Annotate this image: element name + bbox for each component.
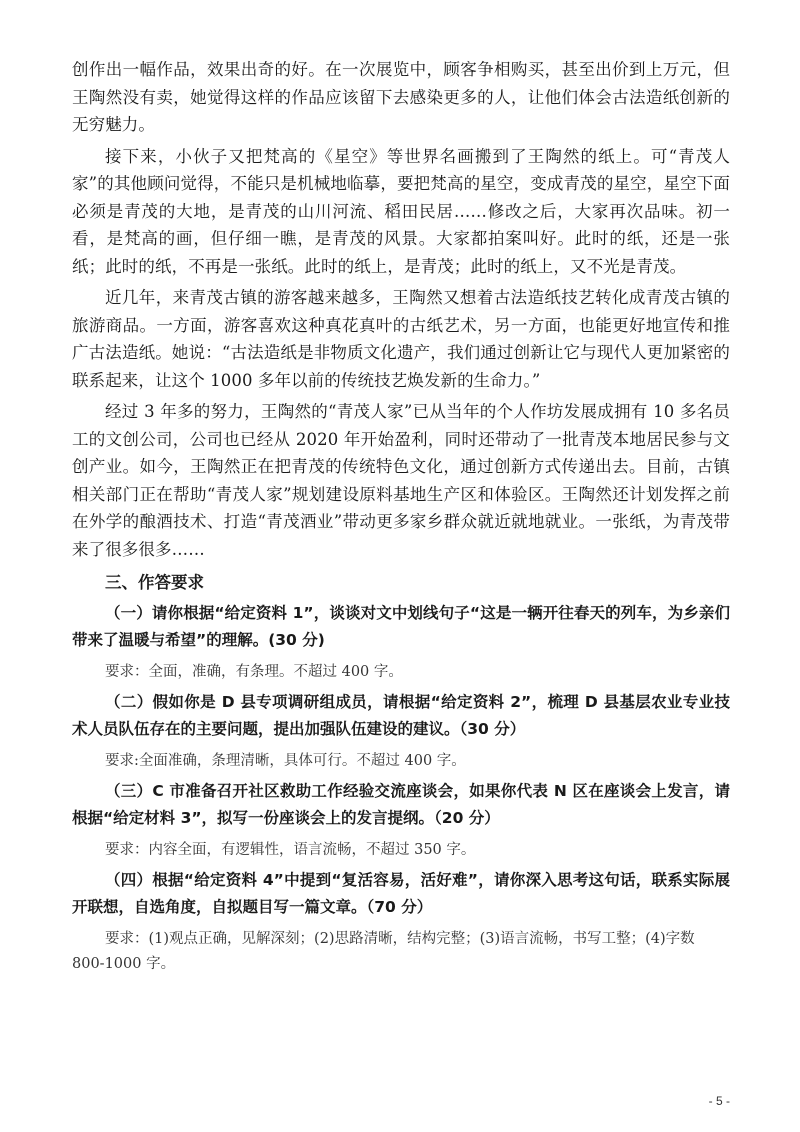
question-3: （三）C 市准备召开社区救助工作经验交流座谈会，如果你代表 N 区在座谈会上发言，请根据“给定材料 3”，拟写一份座谈会上的发言提纲。（20 分）	[72, 782, 730, 827]
question-1: （一）请你根据“给定资料 1”，谈谈对文中划线句子“这是一辆开往春天的列车，为乡亲们带来了温暖与希望”的理解。(30 分)	[72, 604, 730, 649]
question-2: （二）假如你是 D 县专项调研组成员，请根据“给定资料 2”，梳理 D 县基层农业专业技术人员队伍存在的主要问题，提出加强队伍建设的建议。（30 分）	[72, 693, 730, 738]
body-paragraph-4: 经过 3 年多的努力，王陶然的“青茂人家”已从当年的个人作坊发展成拥有 10 多名员工的文创公司，公司也已经从 2020 年开始盈利，同时还带动了一批青茂本地居民参与文创产业。如今，王陶然正在把青茂的传统特色文化，通过创新方式传递出去。目前，古镇相关部门正在帮助“青茂人家”规划建设原料基地生产区和体验区。王陶然还计划发挥之前在外学的酿酒技术、打造“青茂酒业”带动更多家乡群众就近就地就业。一张纸，为青茂带来了很多很多……	[72, 402, 730, 559]
body-paragraph-1: 创作出一幅作品，效果出奇的好。在一次展览中，顾客争相购买，甚至出价到上万元，但王陶然没有卖，她觉得这样的作品应该留下去感染更多的人，让他们体会古法造纸创新的无穷魅力。	[72, 60, 730, 134]
body-paragraph-3: 近几年，来青茂古镇的游客越来越多，王陶然又想着古法造纸技艺转化成青茂古镇的旅游商品。一方面，游客喜欢这种真花真叶的古纸艺术，另一方面，也能更好地宣传和推广古法造纸。她说：“古法造纸是非物质文化遗产，我们通过创新让它与现代人更加紧密的联系起来，让这个 1000 多年以前的传统技艺焕发新的生命力。”	[72, 288, 730, 390]
question-4-requirement: 要求：(1)观点正确，见解深刻；(2)思路清晰，结构完整；(3)语言流畅，书写工整；(4)字数 800-1000 字。	[72, 931, 695, 972]
page-content	[72, 56, 730, 981]
section-heading: 三、作答要求	[105, 573, 204, 592]
question-3-requirement: 要求：内容全面，有逻辑性，语言流畅，不超过 350 字。	[105, 842, 476, 858]
page-number: - 5 -	[708, 1094, 730, 1108]
question-1-requirement: 要求：全面，准确，有条理。不超过 400 字。	[105, 664, 403, 680]
question-4: （四）根据“给定资料 4”中提到“复活容易，活好难”，请你深入思考这句话，联系实际展开联想，自选角度，自拟题目写一篇文章。（70 分）	[72, 871, 730, 916]
body-paragraph-2: 接下来，小伙子又把梵高的《星空》等世界名画搬到了王陶然的纸上。可“青茂人家”的其他顾问觉得，不能只是机械地临摹，要把梵高的星空，变成青茂的星空，星空下面必须是青茂的大地，是青茂的山川河流、稻田民居……修改之后，大家再次品味。初一看，是梵高的画，但仔细一瞧，是青茂的风景。大家都拍案叫好。此时的纸，还是一张纸；此时的纸，不再是一张纸。此时的纸上，是青茂；此时的纸上，又不光是青茂。	[72, 146, 730, 276]
question-2-requirement: 要求:全面准确，条理清晰，具体可行。不超过 400 字。	[105, 753, 466, 769]
